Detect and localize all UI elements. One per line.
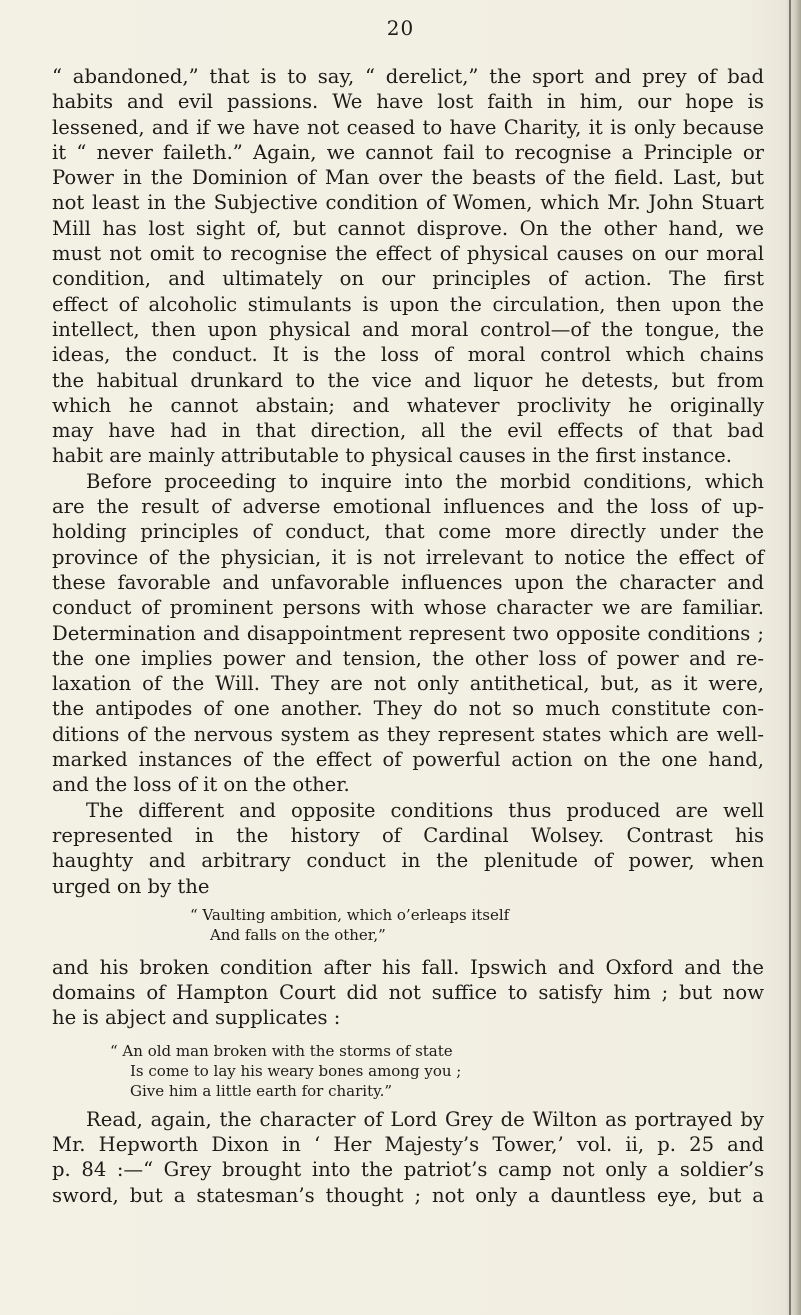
- text-line: condition, and ultimately on our principles of action. The first: [52, 267, 764, 291]
- block-quote-1: [52, 899, 764, 955]
- text-line: it “ never faileth.” Again, we cannot fail to recognise a Principle or: [52, 140, 764, 164]
- paragraph-5: [52, 1107, 764, 1208]
- paragraph-1: [52, 64, 764, 469]
- paragraph-4: [52, 955, 764, 1031]
- text-line: ideas, the conduct. It is the loss of moral control which chains: [52, 343, 764, 367]
- text-line: The different and opposite conditions thus produced are well: [86, 798, 764, 822]
- text-line: domains of Hampton Court did not suffice to satisfy him ; but now: [52, 981, 764, 1005]
- text-line: Mill has lost sight of, but cannot disprove. On the other hand, we: [52, 216, 764, 240]
- quote-line: “ Vaulting ambition, which o’erleaps itself: [190, 905, 510, 924]
- text-line: Determination and disappointment represent two opposite conditions ;: [52, 621, 764, 645]
- text-line: the antipodes of one another. They do not so much constitute con-: [52, 697, 764, 721]
- text-line: may have had in that direction, all the evil effects of that bad: [52, 419, 764, 443]
- text-line: the habitual drunkard to the vice and liquor he detests, but from: [52, 368, 764, 392]
- text-line: the one implies power and tension, the other loss of power and re-: [52, 646, 764, 670]
- text-line: Read, again, the character of Lord Grey de Wilton as portrayed by: [86, 1107, 764, 1131]
- text-line: intellect, then upon physical and moral control—of the tongue, the: [52, 317, 764, 341]
- page-edge-rule: [789, 0, 791, 1315]
- text-line: not least in the Subjective condition of Women, which Mr. John Stuart: [52, 191, 764, 215]
- text-line: p. 84 :—“ Grey brought into the patriot’s camp not only a soldier’s: [52, 1158, 764, 1182]
- text-line: and his broken condition after his fall. Ipswich and Oxford and the: [52, 955, 764, 979]
- text-line: must not omit to recognise the effect of physical causes on our moral: [52, 242, 764, 266]
- text-line: these favorable and unfavorable influences upon the character and: [52, 570, 764, 594]
- text-line: which he cannot abstain; and whatever proclivity he originally: [52, 393, 764, 417]
- text-line: are the result of adverse emotional influences and the loss of up-: [52, 495, 764, 519]
- text-line: represented in the history of Cardinal Wolsey. Contrast his: [52, 823, 764, 847]
- text-line: conduct of prominent persons with whose character we are familiar.: [52, 596, 764, 620]
- text-line: Mr. Hepworth Dixon in ‘ Her Majesty’s Tower,’ vol. ii, p. 25 and: [52, 1132, 764, 1156]
- text-line: “ abandoned,” that is to say, “ derelict,” the sport and prey of bad: [52, 65, 764, 88]
- text-line: habits and evil passions. We have lost faith in him, our hope is: [52, 90, 764, 114]
- text-line: lessened, and if we have not ceased to have Charity, it is only because: [52, 115, 764, 139]
- block-quote-2: [52, 1031, 764, 1107]
- body-text: [52, 64, 764, 1208]
- text-line: holding principles of conduct, that come more directly under the: [52, 520, 764, 544]
- page-number: 20: [386, 16, 415, 40]
- text-line: effect of alcoholic stimulants is upon the circulation, then upon the: [52, 292, 764, 316]
- text-line: Before proceeding to inquire into the morbid conditions, which: [86, 469, 764, 493]
- text-line: marked instances of the effect of powerful action on the one hand,: [52, 748, 764, 772]
- paragraph-3: [52, 798, 764, 899]
- text-line: he is abject and supplicates :: [52, 1006, 341, 1030]
- text-line: laxation of the Will. They are not only antithetical, but, as it were,: [52, 672, 764, 696]
- text-line: haughty and arbitrary conduct in the plenitude of power, when: [52, 849, 764, 873]
- quote-line: Give him a little earth for charity.”: [130, 1081, 393, 1100]
- text-line: sword, but a statesman’s thought ; not only a dauntless eye, but a: [52, 1183, 764, 1207]
- page-edge-shadow: [785, 0, 801, 1315]
- text-line: and the loss of it on the other.: [52, 773, 350, 797]
- paragraph-2: [52, 469, 764, 798]
- text-line: urged on by the: [52, 874, 210, 898]
- text-line: habit are mainly attributable to physical causes in the first instance.: [52, 444, 732, 468]
- text-line: Power in the Dominion of Man over the beasts of the field. Last, but: [52, 166, 764, 190]
- text-line: province of the physician, it is not irrelevant to notice the effect of: [52, 545, 764, 569]
- quote-line: Is come to lay his weary bones among you ;: [130, 1061, 462, 1080]
- text-line: ditions of the nervous system as they represent states which are well-: [52, 722, 764, 746]
- quote-line: And falls on the other,”: [210, 925, 386, 944]
- quote-line: “ An old man broken with the storms of state: [110, 1041, 453, 1060]
